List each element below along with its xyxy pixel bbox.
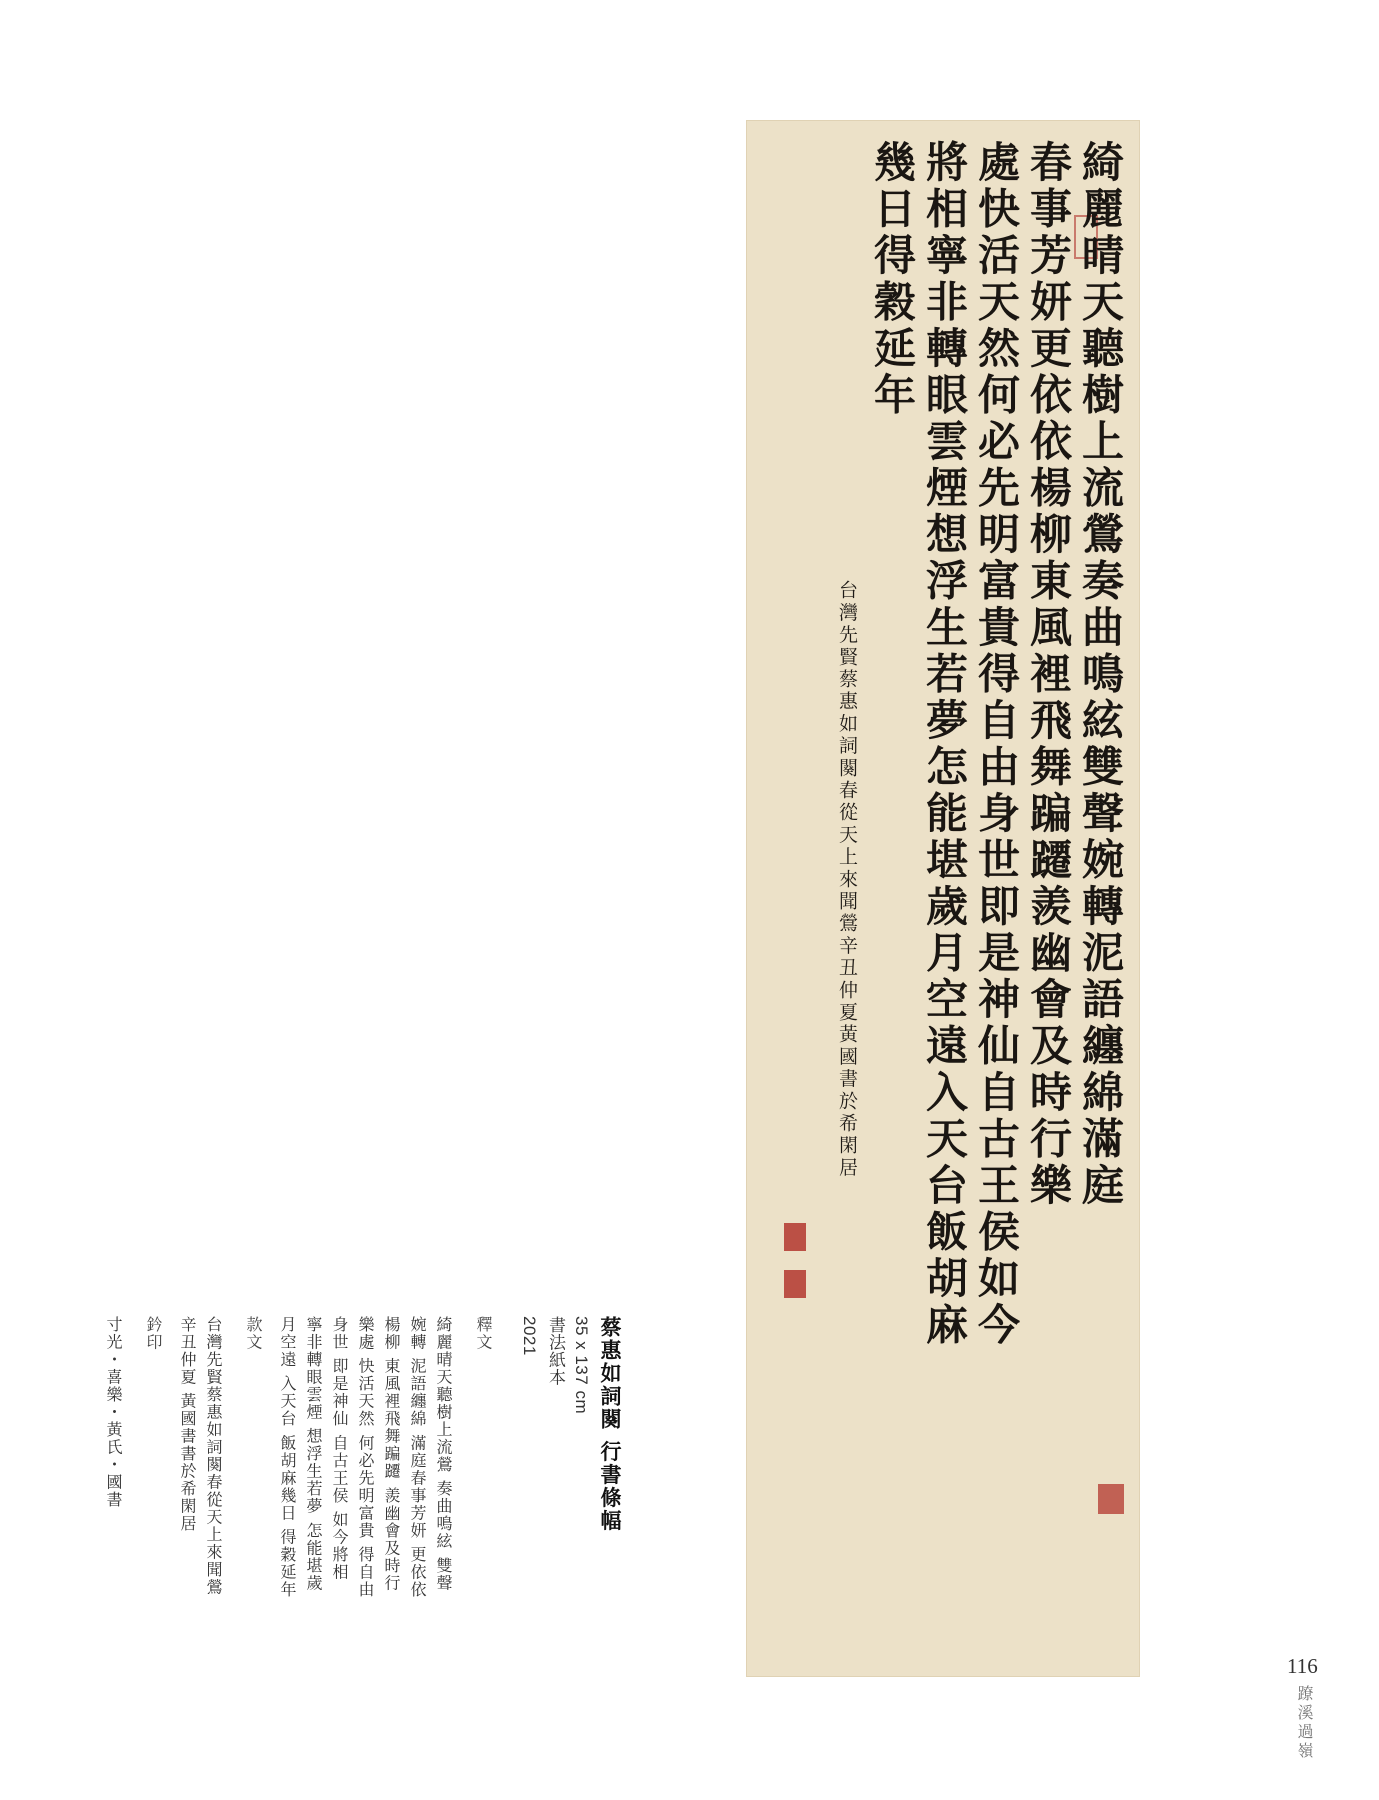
transcription-line: 婉轉 泥語纏綿 滿庭春事芳妍 更依依 — [408, 1316, 427, 1599]
transcription-line: 樂處 快活天然 何必先明富貴 得自由 — [356, 1316, 375, 1599]
inscription-line: 辛丑仲夏 黃國書書於希閑居 — [178, 1316, 197, 1533]
transcription-line: 綺麗晴天聽樹上流鶯 奏曲鳴絃 雙聲 — [434, 1316, 453, 1592]
transcription-line: 寧非轉眼雲煙 想浮生若夢 怎能堪歲 — [304, 1316, 323, 1592]
seals-list: 寸光・喜樂・黃氏・國書 — [104, 1316, 123, 1509]
artwork-size: 35 x 137 cm — [572, 1316, 591, 1415]
artwork-title: 蔡惠如詞闋 行書條幅 — [598, 1316, 623, 1533]
running-title: 蹽溪過嶺 — [1295, 1685, 1314, 1761]
artwork-year: 2021 — [520, 1316, 539, 1356]
transcription-line: 身世 即是神仙 自古王侯 如今將相 — [330, 1316, 349, 1581]
transcription-label: 釋文 — [474, 1316, 493, 1351]
calligraphy-columns — [828, 140, 1126, 1657]
calligraphy-column: 春事芳妍更依依楊柳東風裡飛舞蹁躚羨幽會及時行樂 — [1024, 140, 1073, 1210]
seal-mark — [1098, 1484, 1124, 1514]
artwork-medium: 書法紙本 — [545, 1316, 565, 1386]
seal-mark — [784, 1270, 806, 1298]
inscription-block — [174, 1316, 266, 1596]
seals-block — [100, 1316, 166, 1509]
inscription-label: 款文 — [244, 1316, 263, 1351]
calligraphy-column: 處快活天然何必先明富貴得自由身世即是神仙自古王侯如今 — [972, 140, 1021, 1349]
calligraphy-column: 幾日得穀延年 — [868, 140, 917, 419]
seals-label: 鈐印 — [144, 1316, 163, 1351]
inscription-line: 台灣先賢蔡惠如詞闋春從天上來聞鶯 — [204, 1316, 223, 1596]
calligraphy-column: 將相寧非轉眼雲煙想浮生若夢怎能堪歲月空遠入天台飯胡麻 — [920, 140, 969, 1349]
transcription-line: 月空遠 入天台 飯胡麻幾日 得穀延年 — [278, 1316, 297, 1599]
page-number: 116 — [1287, 1654, 1318, 1678]
calligraphy-column: 綺麗晴天聽樹上流鶯奏曲鳴絃雙聲婉轉泥語纏綿滿庭 — [1076, 140, 1125, 1210]
transcription-block — [274, 1316, 496, 1598]
calligraphy-inscription: 台灣先賢蔡惠如詞闋春從天上來聞鶯辛丑仲夏黃國書於希閑居 — [836, 580, 858, 1180]
calligraphy-artwork — [746, 120, 1140, 1677]
artwork-caption — [100, 1316, 626, 1598]
transcription-line: 楊柳 東風裡飛舞蹁躚 羨幽會及時行 — [382, 1316, 401, 1592]
seal-mark — [784, 1223, 806, 1251]
